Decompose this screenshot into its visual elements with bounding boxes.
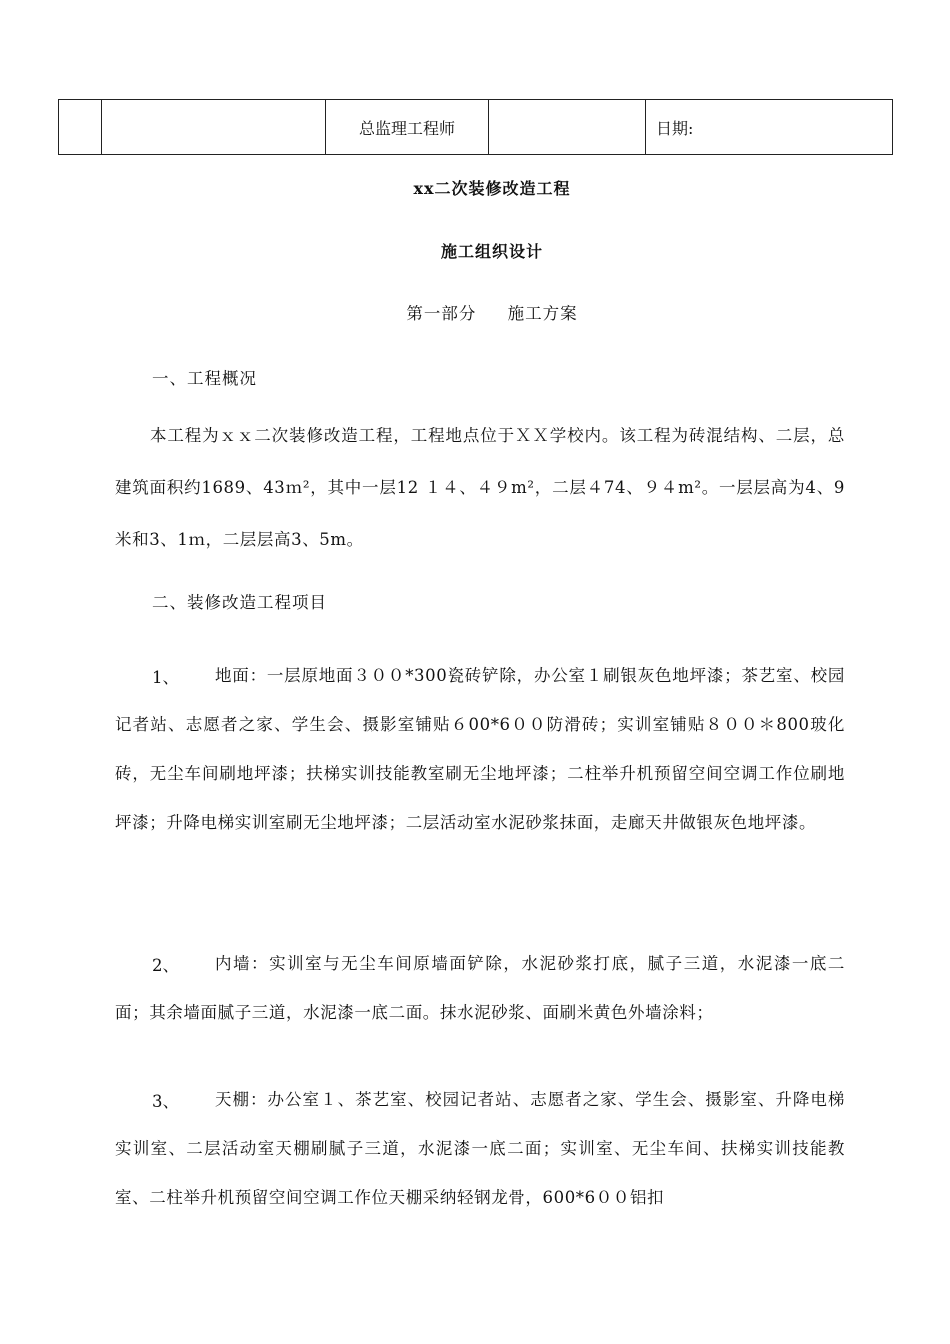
part-heading: 第一部分 施工方案 [406,304,578,323]
signature-cell-blank-2 [102,100,326,155]
signature-table [58,99,893,155]
signature-row [59,100,893,155]
signature-cell-blank-1 [59,100,102,155]
item-2-text: 内墙：实训室与无尘车间原墙面铲除，水泥砂浆打底，腻子三道，水泥漆一底二面；其余墙面腻子三道，水泥漆一底二面。抹水泥砂浆、面刷米黄色外墙涂料； [115,954,845,1022]
item-3-number: 3、 [152,1092,179,1111]
item-2-number: 2、 [152,956,179,975]
section-1-paragraph: 本工程为ｘｘ二次装修改造工程，工程地点位于ＸＸ学校内。该工程为砖混结构、二层，总建筑面积约1689、43ｍ²，其中一层12 １４、４９m²，二层４74、９４m²。一层层高为4、9米和3、1ｍ，二层层高3、5m。 [115,426,845,549]
item-1-text: 地面：一层原地面３００*300瓷砖铲除，办公室１刷银灰色地坪漆；茶艺室、校园记者站、志愿者之家、学生会、摄影室铺贴６00*6００防滑砖；实训室铺贴８００＊800玻化砖，无尘车间刷地坪漆；扶梯实训技能教室刷无尘地坪漆；二柱举升机预留空间空调工作位刷地坪漆；升降电梯实训室刷无尘地坪漆；二层活动室水泥砂浆抹面，走廊天井做银灰色地坪漆。 [115,666,845,832]
chief-supervisor-label: 总监理工程师 [326,100,489,155]
document-subtitle: 施工组织设计 [440,242,543,261]
item-3-text: 天棚：办公室１、茶艺室、校园记者站、志愿者之家、学生会、摄影室、升降电梯实训室、二层活动室天棚刷腻子三道，水泥漆一底二面；实训室、无尘车间、扶梯实训技能教室、二柱举升机预留空间空调工作位天棚采纳轻钢龙骨，600*6００铝扣 [115,1090,845,1207]
item-1-number: 1、 [152,668,179,687]
date-label: 日期: [646,100,893,155]
section-2-heading: 二、装修改造工程项目 [152,593,327,612]
signature-cell-blank-3 [489,100,646,155]
section-1-heading: 一、工程概况 [152,369,257,388]
document-title: xx二次装修改造工程 [413,179,571,198]
